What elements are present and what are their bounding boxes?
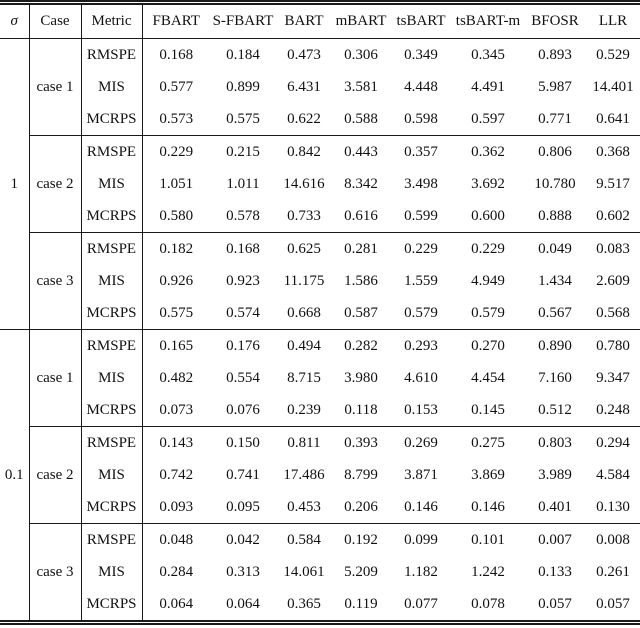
value-cell: 10.780 [534,175,576,192]
value-cell: 0.890 [524,330,586,363]
value-cell: 0.229 [142,136,210,169]
value-cell: 0.575 [226,110,260,127]
value-cell: 3.869 [471,466,505,483]
value-cell: 0.184 [226,46,260,63]
value-cell: 0.641 [596,110,630,127]
value-cell: 0.803 [524,427,586,460]
header-case: Case [29,3,81,39]
value-cell: 0.741 [226,466,260,483]
metric-cell: MIS [81,168,142,200]
value-cell: 0.248 [596,401,630,418]
value-cell: 0.064 [226,595,260,612]
value-cell: 0.368 [586,136,640,169]
value-cell: 1.182 [404,563,438,580]
table-row [0,524,640,557]
metric-cell: MCRPS [81,588,142,623]
value-cell: 0.453 [287,498,321,515]
value-cell: 0.057 [538,595,572,612]
metric-cell: MIS [81,362,142,394]
header-bfosr: BFOSR [524,3,586,39]
value-cell: 1.586 [344,272,378,289]
value-cell: 0.119 [344,595,378,612]
value-cell: 0.099 [390,524,452,557]
header-tsbart: tsBART [390,3,452,39]
metric-cell: MCRPS [81,491,142,524]
value-cell: 0.512 [538,401,572,418]
table-row [0,491,640,524]
table-row [0,39,640,72]
value-cell: 0.281 [332,233,390,266]
value-cell: 0.567 [538,304,572,321]
value-cell: 0.215 [210,136,276,169]
case-cell: case 2 [29,136,81,233]
value-cell: 0.282 [332,330,390,363]
case-cell: case 2 [29,427,81,524]
metric-cell: RMSPE [81,524,142,557]
value-cell: 0.357 [390,136,452,169]
value-cell: 0.771 [538,110,572,127]
table-row [0,330,640,363]
header-tsbart-m: tsBART-m [452,3,524,39]
value-cell: 0.602 [596,207,630,224]
value-cell: 0.269 [390,427,452,460]
value-cell: 0.093 [159,498,194,515]
table-row [0,362,640,394]
value-cell: 0.229 [390,233,452,266]
value-cell: 9.517 [596,175,630,192]
header-row [0,3,640,39]
value-cell: 0.064 [159,595,194,612]
value-cell: 0.597 [471,110,505,127]
metric-cell: MIS [81,459,142,491]
value-cell: 4.448 [404,78,438,95]
value-cell: 0.261 [596,563,630,580]
value-cell: 0.270 [452,330,524,363]
value-cell: 1.051 [159,175,194,192]
value-cell: 0.494 [276,330,332,363]
metric-cell: MCRPS [81,394,142,427]
sigma-cell: 0.1 [0,330,29,623]
value-cell: 4.454 [471,369,505,386]
value-cell: 17.486 [283,466,325,483]
value-cell: 0.146 [471,498,505,515]
value-cell: 0.192 [332,524,390,557]
value-cell: 14.061 [283,563,325,580]
value-cell: 0.168 [159,46,194,63]
sigma-cell: 1 [0,39,29,330]
header-sigma: σ [0,3,29,39]
value-cell: 0.284 [159,563,194,580]
value-cell: 0.780 [586,330,640,363]
value-cell: 0.575 [159,304,194,321]
value-cell: 0.529 [596,46,630,63]
value-cell: 0.742 [159,466,194,483]
value-cell: 0.294 [586,427,640,460]
value-cell: 11.175 [283,272,325,289]
value-cell: 9.347 [596,369,630,386]
case-cell: case 3 [29,233,81,330]
value-cell: 0.616 [344,207,378,224]
value-cell: 4.949 [471,272,505,289]
table-row [0,588,640,623]
value-cell: 0.365 [287,595,321,612]
value-cell: 0.313 [226,563,260,580]
table-row [0,297,640,330]
value-cell: 4.491 [471,78,505,95]
value-cell: 5.987 [538,78,572,95]
table-row [0,556,640,588]
value-cell: 0.229 [452,233,524,266]
value-cell: 14.616 [283,175,325,192]
value-cell: 0.899 [226,78,260,95]
value-cell: 5.209 [344,563,378,580]
metric-cell: MIS [81,556,142,588]
value-cell: 0.275 [452,427,524,460]
value-cell: 3.980 [344,369,378,386]
value-cell: 0.599 [404,207,438,224]
table-row [0,427,640,460]
table-row [0,168,640,200]
value-cell: 8.799 [344,466,378,483]
value-cell: 3.498 [404,175,438,192]
value-cell: 0.168 [210,233,276,266]
value-cell: 3.581 [344,78,378,95]
case-cell: case 3 [29,524,81,623]
value-cell: 0.239 [287,401,321,418]
value-cell: 0.587 [344,304,378,321]
case-cell: case 1 [29,39,81,136]
value-cell: 0.078 [471,595,505,612]
value-cell: 0.182 [142,233,210,266]
value-cell: 1.434 [538,272,572,289]
value-cell: 0.133 [538,563,572,580]
value-cell: 0.578 [226,207,260,224]
metric-cell: RMSPE [81,136,142,169]
value-cell: 0.577 [159,78,194,95]
value-cell: 0.888 [538,207,572,224]
table-row [0,103,640,136]
value-cell: 0.130 [596,498,630,515]
value-cell: 0.574 [226,304,260,321]
value-cell: 3.692 [471,175,505,192]
value-cell: 1.559 [404,272,438,289]
value-cell: 0.579 [471,304,505,321]
metric-cell: MCRPS [81,200,142,233]
value-cell: 2.609 [596,272,630,289]
value-cell: 0.150 [210,427,276,460]
value-cell: 0.600 [471,207,505,224]
value-cell: 0.568 [596,304,630,321]
value-cell: 0.073 [159,401,194,418]
value-cell: 0.811 [276,427,332,460]
table-row [0,394,640,427]
table-row [0,233,640,266]
value-cell: 0.083 [586,233,640,266]
value-cell: 0.008 [586,524,640,557]
header-mbart: mBART [332,3,390,39]
value-cell: 0.926 [159,272,194,289]
value-cell: 0.118 [344,401,378,418]
value-cell: 0.588 [344,110,378,127]
table-row [0,200,640,233]
value-cell: 0.401 [538,498,572,515]
table-row [0,459,640,491]
header-fbart: FBART [142,3,210,39]
value-cell: 0.145 [471,401,505,418]
value-cell: 1.242 [471,563,505,580]
value-cell: 0.042 [210,524,276,557]
value-cell: 0.806 [524,136,586,169]
value-cell: 0.443 [332,136,390,169]
value-cell: 0.668 [287,304,321,321]
value-cell: 0.554 [226,369,260,386]
value-cell: 0.598 [404,110,438,127]
value-cell: 4.584 [596,466,630,483]
value-cell: 0.076 [226,401,260,418]
value-cell: 0.306 [344,46,378,63]
value-cell: 0.362 [452,136,524,169]
value-cell: 0.482 [159,369,194,386]
header-s-fbart: S-FBART [210,3,276,39]
value-cell: 0.176 [210,330,276,363]
value-cell: 8.342 [344,175,378,192]
metric-cell: MCRPS [81,297,142,330]
metric-cell: RMSPE [81,233,142,266]
value-cell: 4.610 [404,369,438,386]
value-cell: 0.143 [142,427,210,460]
value-cell: 0.101 [452,524,524,557]
value-cell: 0.095 [226,498,260,515]
metric-cell: MIS [81,265,142,297]
table-row [0,136,640,169]
value-cell: 0.345 [471,46,505,63]
metric-cell: RMSPE [81,39,142,72]
metric-cell: RMSPE [81,330,142,363]
value-cell: 0.842 [276,136,332,169]
value-cell: 0.165 [142,330,210,363]
value-cell: 0.206 [344,498,378,515]
value-cell: 8.715 [287,369,321,386]
value-cell: 1.011 [226,175,260,192]
value-cell: 0.733 [287,207,321,224]
table-row [0,71,640,103]
case-cell: case 1 [29,330,81,427]
value-cell: 0.625 [276,233,332,266]
value-cell: 0.077 [404,595,438,612]
value-cell: 0.473 [287,46,321,63]
value-cell: 0.580 [159,207,194,224]
value-cell: 0.349 [404,46,438,63]
value-cell: 0.923 [226,272,260,289]
value-cell: 14.401 [592,78,634,95]
value-cell: 0.393 [332,427,390,460]
value-cell: 0.049 [524,233,586,266]
value-cell: 7.160 [538,369,572,386]
value-cell: 0.622 [287,110,321,127]
value-cell: 6.431 [287,78,321,95]
value-cell: 3.989 [538,466,572,483]
header-bart: BART [276,3,332,39]
header-llr: LLR [586,3,640,39]
metric-cell: MCRPS [81,103,142,136]
value-cell: 0.153 [404,401,438,418]
value-cell: 0.057 [596,595,630,612]
header-metric: Metric [81,3,142,39]
value-cell: 0.579 [404,304,438,321]
metric-cell: MIS [81,71,142,103]
value-cell: 0.146 [404,498,438,515]
table-row [0,265,640,297]
value-cell: 0.293 [390,330,452,363]
value-cell: 0.048 [142,524,210,557]
value-cell: 0.573 [159,110,194,127]
value-cell: 0.584 [276,524,332,557]
value-cell: 0.893 [538,46,572,63]
value-cell: 3.871 [404,466,438,483]
value-cell: 0.007 [524,524,586,557]
table-body [0,39,640,623]
metric-cell: RMSPE [81,427,142,460]
